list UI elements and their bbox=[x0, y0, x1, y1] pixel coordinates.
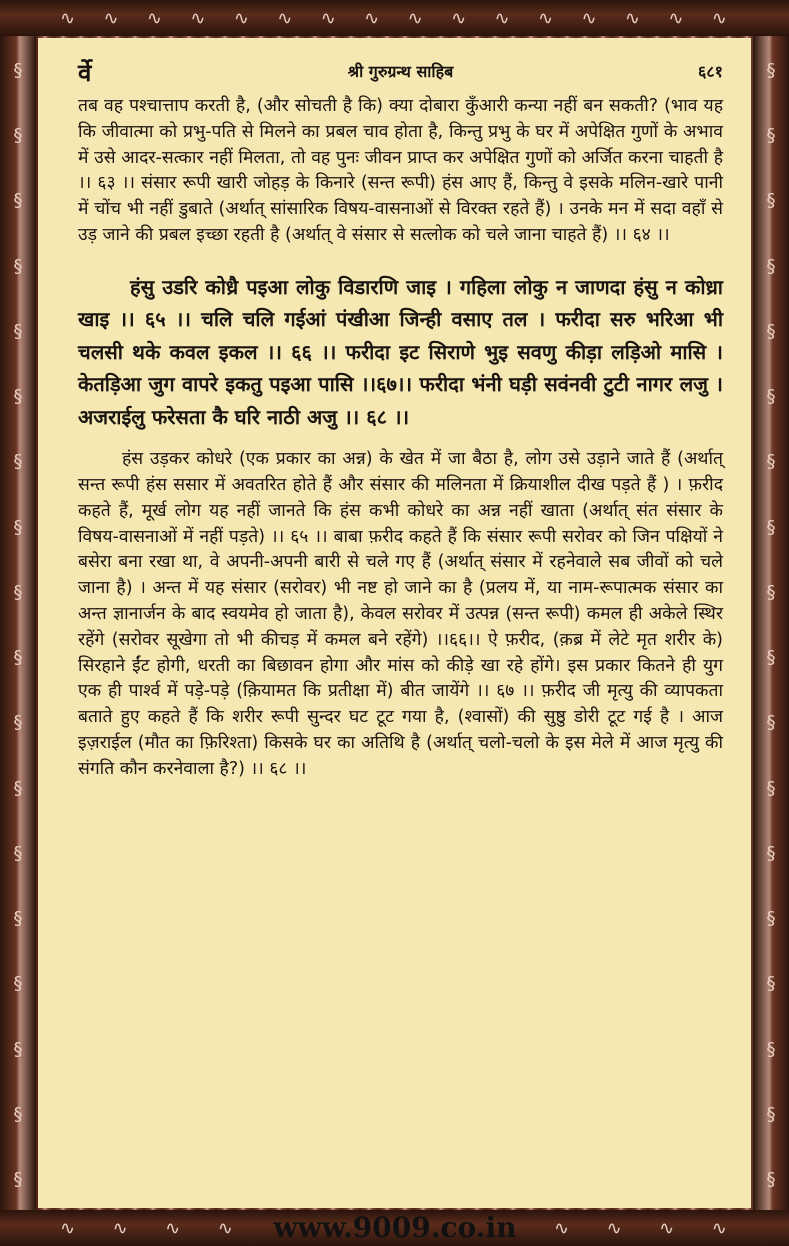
page-body bbox=[38, 38, 751, 1208]
left-swirl-ornament: § § § § § § § § § § § § § § § § § § bbox=[13, 60, 23, 1190]
page-title: श्री गुरुग्रन्थ साहिब bbox=[347, 62, 454, 81]
page-header bbox=[78, 56, 723, 94]
gurbani-verse: हंसु उडरि कोध्रै पइआ लोकु विडारणि जाइ । गहिला लोकु न जाणदा हंसु न कोध्रा खाइ ।। ६५ ।। चलि चलि गईआं पंखीआ जिन्ही वसाए तल । फरीदा सरु भरिआ भी चलसी थके कवल इकल ।। ६६ ।। फरीदा इट सिराणे भुइ सवणु कीड़ा लड़िओ मासि । केतड़िआ जुग वापरे इकतु पइआ पासि ।।६७।। फरीदा भंनी घड़ी सवंनवी टुटी नागर लजु । अजराईलु फरेसता कै घरि नाठी अजु ।। ६८ ।। bbox=[78, 274, 723, 429]
website-link[interactable]: www.9009.co.in bbox=[273, 1211, 517, 1244]
explanation-paragraph-1: तब वह पश्चात्ताप करती है, (और सोचती है कि) क्या दोबारा कुँआरी कन्या नहीं बन सकती? (भाव यह कि जीवात्मा को प्रभु-पति से मिलने का प्रबल चाव होता है, किन्तु प्रभु के घर में अपेक्षित गुणों के अभाव में उसे आदर-सत्कार नहीं मिलता, तो वह पुनः जीवन प्राप्त कर अपेक्षित गुणों को अर्जित करना चाहती है ।। ६३ ।। संसार रूपी खारी जोहड़ के किनारे (सन्त रूपी) हंस आए हैं, किन्तु वे इसके मलिन-खारे पानी में चोंच भी नहीं डुबाते (अर्थात् सांसारिक विषय-वासनाओं से विरक्त रहते हैं) । उनके मन में सदा वहाँ से उड़ जाने की प्रबल इच्छा रहती है (अर्थात् वे संसार से सत्लोक को चले जाना चाहते हैं) ।। ६४ ।। bbox=[78, 96, 723, 245]
page-number: ६८१ bbox=[698, 62, 723, 81]
header-left-mark: र्वे bbox=[78, 58, 92, 87]
explanation-paragraph-2: हंस उड़कर कोधरे (एक प्रकार का अन्न) के खेत में जा बैठा है, लोग उसे उड़ाने जाते हैं (अर्थात् सन्त रूपी हंस ससार में अवतरित होते हैं और संसार की मलिनता में क्रियाशील दीख पड़ते हैं ) । फ़रीद कहते हैं, मूर्ख लोग यह नहीं जानते कि हंस कभी कोधरे का अन्न नहीं खाता (अर्थात् संत संसार के विषय-वासनाओं में नहीं पड़ते) ।। ६५ ।। बाबा फ़रीद कहते हैं कि संसार रूपी सरोवर को जिन पक्षियों ने बसेरा बना रखा था, वे अपनी-अपनी बारी से चले गए हैं (अर्थात् संसार में रहनेवाले सब जीवों को चले जाना है) । अन्त में यह संसार (सरोवर) भी नष्ट हो जाने का है (प्रलय में, या नाम-रूपात्मक संसार का अन्त ज्ञानार्जन के बाद स्वयमेव हो जाता है), केवल सरोवर में उत्पन्न (सन्त रूपी) कमल ही अकेले स्थिर रहेंगे (सरोवर सूखेगा तो भी कीचड़ में कमल बने रहेंगे) ।।६६।। ऐ फ़रीद, (क़ब्र में लेटे मृत शरीर के) सिरहाने ईंट होगी, धरती का बिछावन होगा और मांस को कीड़े खा रहे होंगे। इस प्रकार कितने ही युग एक ही पार्श्व में पड़े-पड़े (क़ियामत कि प्रतीक्षा में) बीत जायेंगे ।। ६७ ।। फ़रीद जी मृत्यु की व्यापकता बताते हुए कहते हैं कि शरीर रूपी सुन्दर घट टूट गया है, (श्वासों) की सुष्ठु डोरी टूट गई है । आज इज़राईल (मौत का फ़िरिश्ता) किसके घर का अतिथि है (अर्थात् चलो-चलो के इस मेले में आज मृत्यु की संगति कौन करनेवाला है?) ।। ६८ ।। bbox=[78, 449, 723, 779]
right-swirl-ornament: § § § § § § § § § § § § § § § § § § bbox=[766, 60, 776, 1190]
bottom-swirl-ornament: ∿ ∿ ∿ ∿ ∿ ∿ ∿ ∿ bbox=[60, 1217, 729, 1239]
top-swirl-ornament: ∿ ∿ ∿ ∿ ∿ ∿ ∿ ∿ ∿ ∿ ∿ ∿ ∿ ∿ ∿ ∿ bbox=[60, 7, 729, 29]
